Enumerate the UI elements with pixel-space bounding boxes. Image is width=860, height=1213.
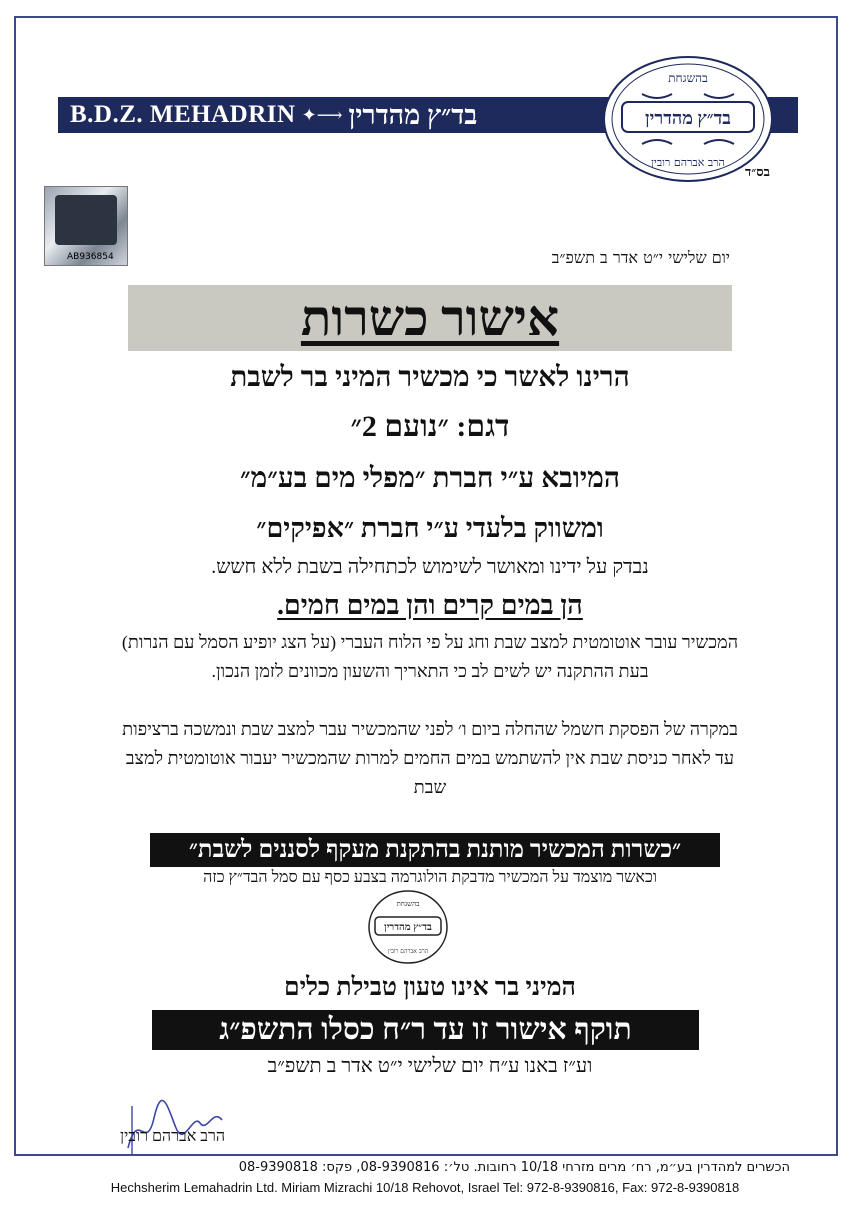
- hologram-serial: AB936854: [67, 252, 114, 262]
- seal-bottom-text: הרב אברהם רובין: [651, 156, 725, 169]
- hot-cold-line: הן במים קרים והן במים חמים.: [277, 590, 583, 620]
- small-seal-bottom: הרב אברהם רובין: [387, 948, 429, 955]
- hologram-sticker: [44, 186, 128, 266]
- seal-center-text: בד״ץ מהדרין: [645, 108, 731, 128]
- issue-date: יום שלישי י״ט אדר ב תשפ״ב: [551, 248, 730, 267]
- page-title: אישור כשרות: [300, 290, 560, 346]
- banner-latin-name: B.D.Z. MEHADRIN: [70, 101, 296, 128]
- arrow-ornament-icon: ✦⟶: [301, 104, 343, 126]
- small-seal-top: בהשגחת: [396, 900, 420, 908]
- model-line: דגם: ״נועם 2״: [350, 410, 510, 443]
- small-seal-logo: [367, 889, 449, 965]
- certification-line: הרינו לאשר כי מכשיר המיני בר לשבת: [230, 362, 630, 393]
- hologram-note: וכאשר מוצמד על המכשיר מדבקת הולוגרמה בצבע כסף עם סמל הבד״ץ כזה: [203, 869, 657, 886]
- seal-top-text: בהשגחת: [668, 71, 708, 85]
- approval-line: נבדק על ידינו ומאושר לשימוש לכתחילה בשבת ללא חשש.: [211, 556, 649, 578]
- small-seal-center: בד״ץ מהדרין: [384, 922, 432, 933]
- power-outage-paragraph: במקרה של הפסקת חשמל שהחלה ביום ו׳ לפני שהמכשיר עבר למצב שבת ונמשכה ברציפות עד לאחר כניסת שבת אין להשתמש במים החמים למרות שהמכשיר יעבור אוטומטית למצב שבת: [122, 719, 738, 797]
- distributor-line: ומשווק בלעדי ע״י חברת ״אפיקים״: [256, 513, 604, 543]
- importer-line: המיובא ע״י חברת ״מפלי מים בע״מ״: [240, 463, 620, 494]
- footer-hebrew: הכשרים למהדרין בע״מ, רח׳ מרים מזרחי 10/18 רחובות. טל׳: 08-9390816, פקס: 08-9390818: [238, 1160, 790, 1175]
- issued-line: וע״ז באנו ע״ח יום שלישי י״ט אדר ב תשפ״ב: [267, 1055, 593, 1077]
- signer-name: הרב אברהם רובין: [120, 1128, 226, 1145]
- tevila-line: המיני בר אינו טעון טבילת כלים: [284, 974, 576, 1001]
- hologram-emblem-icon: [55, 195, 117, 245]
- validity-bar: תוקף אישור זו עד ר״ח כסלו התשפ״ג: [152, 1010, 699, 1050]
- bsd-mark: בס״ד: [745, 165, 770, 180]
- automatic-mode-paragraph: המכשיר עובר אוטומטית למצב שבת וחג על פי הלוח העברי (על הצג יופיע הסמל עם הנרות) בעת ההתקנה יש לשים לב כי התאריך והשעון מכוונים לזמן הנכון.: [121, 632, 739, 681]
- title-box: [128, 285, 732, 351]
- banner-hebrew-name: בד״ץ מהדרין: [348, 99, 478, 130]
- footer-english: Hechsherim Lemahadrin Ltd. Miriam Mizrachi 10/18 Rehovot, Israel Tel: 972-8-9390816, Fax: 972-8-9390818: [110, 1180, 740, 1195]
- condition-notice: ״כשרות המכשיר מותנת בהתקנת מעקף לסננים לשבת״: [150, 833, 720, 867]
